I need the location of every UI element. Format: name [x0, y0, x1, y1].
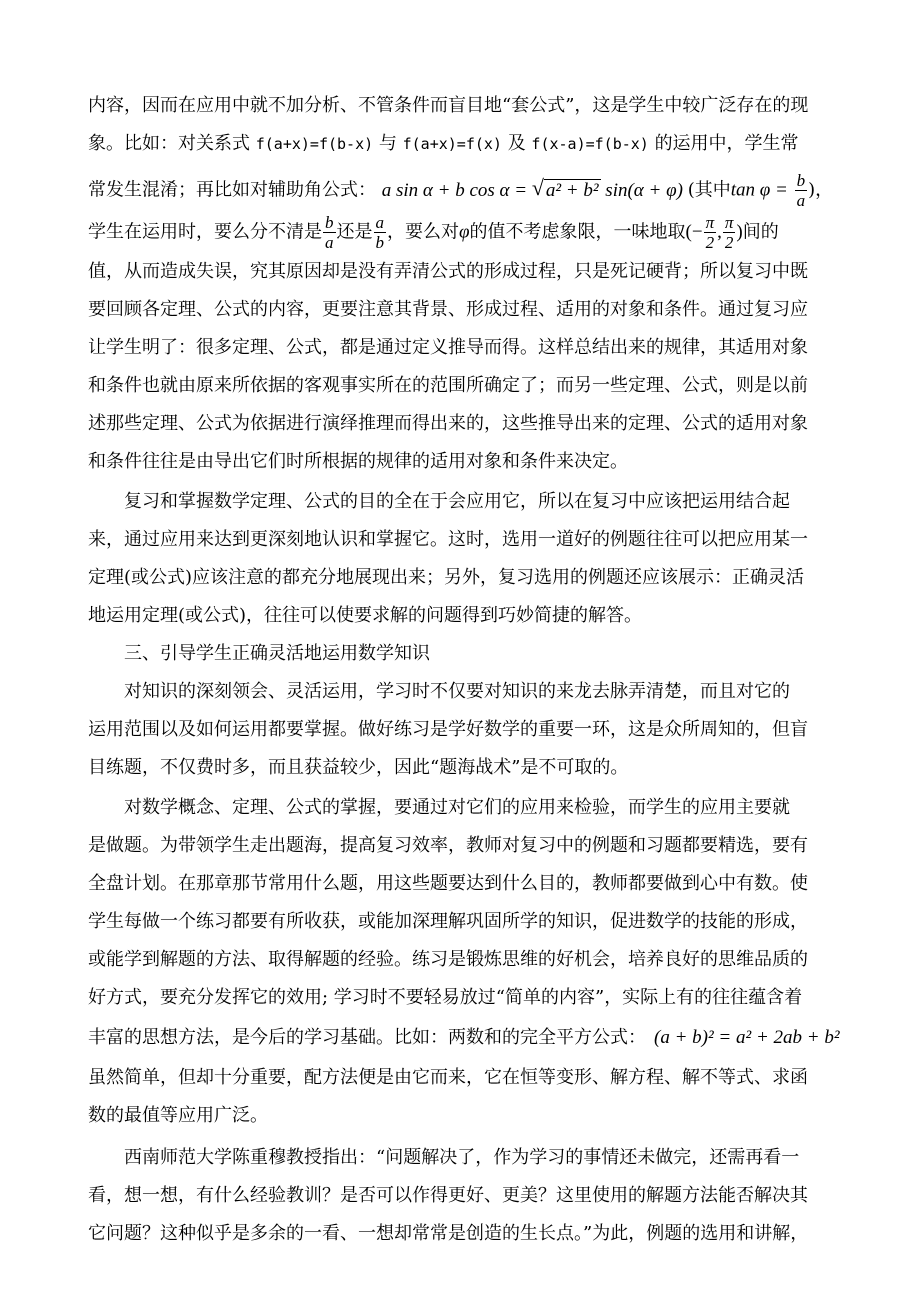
text-segment: 常发生混淆；再比如对辅助角公式：: [88, 179, 376, 201]
fraction-a-over-b: [374, 214, 387, 251]
interval-open: (−: [685, 221, 703, 243]
formula-right: sin(α + φ): [605, 179, 683, 201]
sqrt-content: a² + b²: [545, 179, 599, 201]
text-segment: (其中: [687, 179, 731, 201]
fraction-denominator: b: [375, 233, 384, 252]
formula-tan: tan φ =: [730, 179, 788, 201]
text-line: 虽然简单，但却十分重要，配方法便是由它而来，它在恒等变形、解方程、解不等式、求函: [88, 1067, 808, 1088]
text-line: 对数学概念、定理、公式的掌握，要通过对它们的应用来检验，而学生的应用主要就: [124, 797, 790, 818]
radical-sign: √: [531, 174, 544, 200]
text-line: 定理(或公式)应该注意的都充分地展现出来；另外，复习选用的例题还应该展示：正确灵活: [88, 567, 805, 588]
text-line: [88, 1026, 848, 1050]
text-line: 看，想一想，有什么经验教训？是否可以作得更好、更美？这里使用的解题方法能否解决其: [88, 1185, 808, 1206]
formula-perfect-square: [654, 1026, 840, 1050]
text-line: 学生每做一个练习都要有所收获，或能加深理解巩固所学的知识，促进数学的技能的形成，: [88, 911, 808, 932]
text-line: [88, 214, 848, 251]
text-segment: 丰富的思想方法，是今后的学习基础。比如：两数和的完全平方公式：: [88, 1027, 646, 1048]
fraction-b-over-a: [795, 172, 808, 209]
text-segment: 还是: [336, 221, 373, 243]
formula-text: (a + b)² = a² + 2ab + b²: [654, 1027, 840, 1048]
fraction-pi-over-2: [704, 214, 717, 251]
text-segment: 与: [378, 133, 397, 154]
phi-symbol: φ: [459, 221, 470, 243]
fraction-numerator: π: [724, 213, 734, 232]
text-segment: 象。比如：对关系式: [88, 133, 250, 154]
formula-left: a sin α + b cos α =: [381, 179, 528, 201]
text-line: 它问题？这种似乎是多余的一看、一想却常常是创造的生长点。”为此，例题的选用和讲解，: [88, 1223, 809, 1244]
formula-relation-2: f(a+x)=f(x): [402, 135, 502, 153]
fraction-numerator: b: [325, 213, 334, 232]
text-line: 西南师范大学陈重穆教授指出：“问题解决了，作为学习的事情还未做完，还需再看一: [124, 1147, 800, 1168]
fraction-denominator: 2: [724, 233, 734, 252]
text-line: 复习和掌握数学定理、公式的目的全在于会应用它，所以在复习中应该把运用结合起: [124, 491, 790, 512]
text-segment: 的值不考虑象限，一味地取: [469, 221, 686, 243]
text-segment: 间的: [742, 221, 779, 243]
text-segment: )，: [808, 179, 834, 201]
text-line: 运用范围以及如何运用都要掌握。做好练习是学好数学的重要一环，这是众所周知的，但盲: [88, 719, 808, 740]
text-line: 和条件也就由原来所依据的客观事实所在的范围所确定了；而另一些定理、公式，则是以前: [88, 375, 808, 396]
text-line: 和条件往往是由导出它们时所根据的规律的适用对象和条件来决定。: [88, 451, 628, 472]
section-heading: 三、引导学生正确灵活地运用数学知识: [124, 643, 430, 664]
fraction-b-over-a: [323, 214, 336, 251]
text-line: 内容，因而在应用中就不加分析、不管条件而盲目地“套公式”，这是学生中较广泛存在的现: [88, 95, 809, 116]
fraction-pi-over-2: [723, 214, 736, 251]
text-segment: ，要么对: [387, 221, 459, 243]
fraction-denominator: 2: [705, 233, 715, 252]
text-line: 全盘计划。在那章那节常用什么题，用这些题要达到什么目的，教师都要做到心中有数。使: [88, 873, 808, 894]
interval-comma: ,: [717, 221, 722, 243]
text-line: 数的最值等应用广泛。: [88, 1105, 268, 1126]
text-line: 好方式，要充分发挥它的效用; 学习时不要轻易放过“简单的内容”，实际上有的往往蕴含着: [88, 987, 803, 1008]
text-line: 值，从而造成失误，究其原因却是没有弄清公式的形成过程，只是死记硬背；所以复习中既: [88, 261, 808, 282]
text-line: 来，通过应用来达到更深刻地认识和掌握它。这时，选用一道好的例题往往可以把应用某一: [88, 529, 808, 550]
text-line: 述那些定理、公式为依据进行演绎推理而得出来的，这些推导出来的定理、公式的适用对象: [88, 413, 808, 434]
text-segment: 学生在运用时，要么分不清是: [88, 221, 322, 243]
text-segment: 的运用中，学生常: [654, 133, 799, 154]
text-line: 对知识的深刻领会、灵活运用，学习时不仅要对知识的来龙去脉弄清楚，而且对它的: [124, 681, 790, 702]
fraction-numerator: a: [375, 213, 384, 232]
text-segment: 及: [507, 133, 526, 154]
text-line: 要回顾各定理、公式的内容，更要注意其背景、形成过程、适用的对象和条件。通过复习应: [88, 299, 808, 320]
interval-close: ): [736, 221, 743, 243]
formula-auxiliary-angle: [381, 174, 688, 201]
fraction-denominator: a: [796, 191, 806, 210]
text-line: 让学生明了：很多定理、公式，都是通过定义推导而得。这样总结出来的规律，其适用对象: [88, 337, 808, 358]
fraction-numerator: π: [705, 213, 715, 232]
fraction-denominator: a: [325, 233, 334, 252]
text-line: 是做题。为带领学生走出题海，提高复习效率，教师对复习中的例题和习题都要精选，要有: [88, 835, 808, 856]
text-line: 目练题，不仅费时多，而且获益较少，因此“题海战术”是不可取的。: [88, 757, 629, 778]
formula-relation-1: f(a+x)=f(b-x): [255, 135, 374, 153]
text-line: 地运用定理(或公式)，往往可以使要求解的问题得到巧妙简捷的解答。: [88, 605, 643, 626]
text-line: 或能学到解题的方法、取得解题的经验。练习是锻炼思维的好机会，培养良好的思维品质的: [88, 949, 808, 970]
fraction-numerator: b: [796, 171, 806, 190]
formula-relation-3: f(x-a)=f(b-x): [531, 135, 649, 153]
sqrt-expression: [531, 174, 601, 203]
text-line: [88, 172, 848, 209]
text-line: [88, 132, 848, 156]
